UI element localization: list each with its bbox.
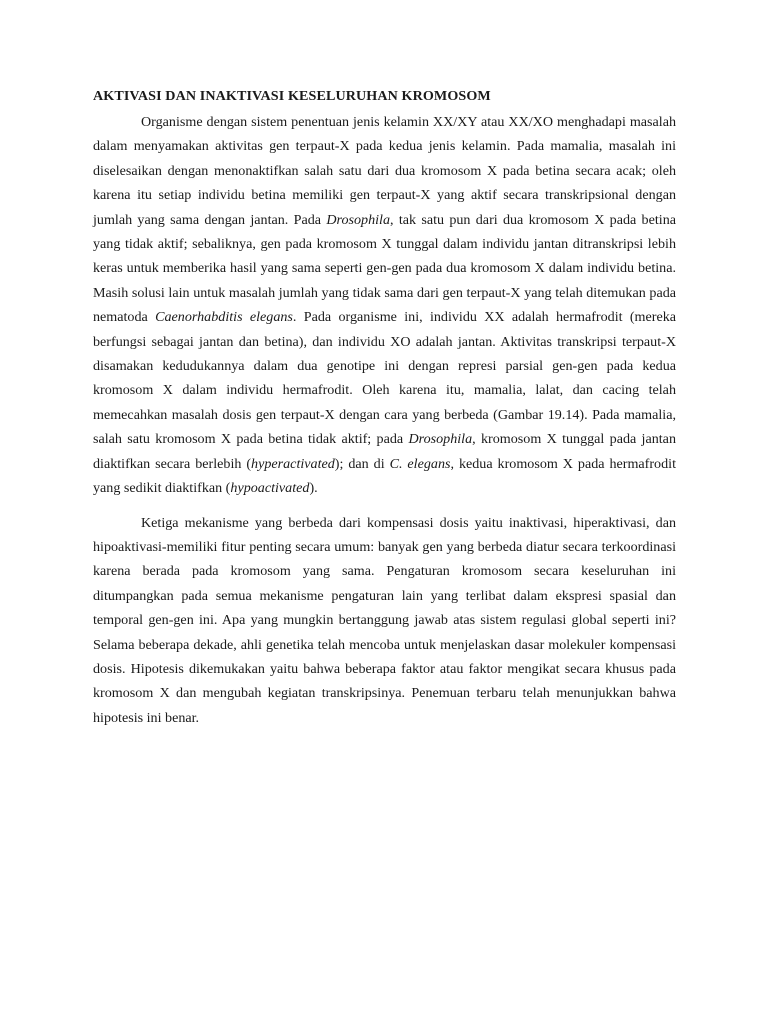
italic-term: C. elegans — [389, 455, 451, 472]
text-run: , kedua kromosom X pada hermafrodit yang sedikit diaktifkan ( — [93, 455, 676, 497]
italic-term: hypoactivated — [230, 480, 310, 497]
section-heading: AKTIVASI DAN INAKTIVASI KESELURUHAN KROMOSOM — [93, 88, 491, 104]
italic-term: Caenorhabditis elegans — [155, 309, 293, 326]
text-run: . Pada organisme ini, individu XX adalah hermafrodit (mereka berfungsi sebagai jantan dan betina), dan individu XO adalah jantan. Aktivitas transkripsi terpaut-X disamakan kedudukannya dalam dua genotipe ini dengan represi parsial gen-gen pada kedua kromosom X dalam individu hermafrodit. Oleh karena itu, mamalia, lalat, dan cacing telah memecahkan masalah dosis gen terpaut-X dengan cara yang berbeda (Gambar 19.14). Pada mamalia, salah satu kromosom X pada betina tidak aktif; pada — [93, 309, 676, 448]
italic-term: hyperactivated — [251, 455, 335, 472]
text-run: ); dan di — [334, 455, 390, 472]
text-run: ). — [309, 480, 318, 497]
italic-term: Drosophila — [408, 431, 473, 448]
paragraph-mechanisms: Ketiga mekanisme yang berbeda dari kompensasi dosis yaitu inaktivasi, hiperaktivasi, dan hipoaktivasi-memiliki fitur penting secara umum: banyak gen yang berbeda diatur secara terkoordinasi karena berada pada kromosom yang sama. Pengaturan kromosom secara keseluruhan ini ditumpangkan pada semua mekanisme pengaturan lain yang terlibat dalam ekspresi spasial dan temporal gen-gen ini. Apa yang mungkin bertanggung jawab atas sistem regulasi global seperti ini? Selama beberapa dekade, ahli genetika telah mencoba untuk menjelaskan dasar molekuler kompensasi dosis. Hipotesis dikemukakan yaitu bahwa beberapa faktor atau faktor mengikat secara khusus pada kromosom X dan mengubah kegiatan transkripsinya. Penemuan terbaru telah menunjukkan bahwa hipotesis ini benar. — [93, 514, 676, 726]
text-run: , tak satu pun dari dua kromosom X pada betina yang tidak aktif; sebaliknya, gen pada kromosom X tunggal dalam individu jantan ditranskripsi lebih keras untuk memberika hasil yang sama seperti gen-gen pada dua kromosom X dalam individu betina. Masih solusi lain untuk masalah jumlah yang tidak sama dari gen terpaut-X yang telah ditemukan pada nematoda — [93, 211, 676, 326]
document-page — [93, 86, 676, 730]
text-run: , kromosom X tunggal pada jantan diaktifkan secara berlebih ( — [93, 431, 676, 472]
italic-term: Drosophila — [326, 211, 391, 228]
text-run: Organisme dengan sistem penentuan jenis kelamin XX/XY atau XX/XO menghadapi masalah dalam menyamakan aktivitas gen terpaut-X pada kedua jenis kelamin. Pada mamalia, masalah ini diselesaikan dengan menonaktifkan salah satu dari dua kromosom X pada betina secara acak; oleh karena itu setiap individu betina memiliki gen terpaut-X yang aktif secara transkripsional dengan jumlah yang sama dengan jantan. Pada — [93, 114, 676, 228]
paragraph-dosage-compensation-intro — [93, 110, 676, 501]
